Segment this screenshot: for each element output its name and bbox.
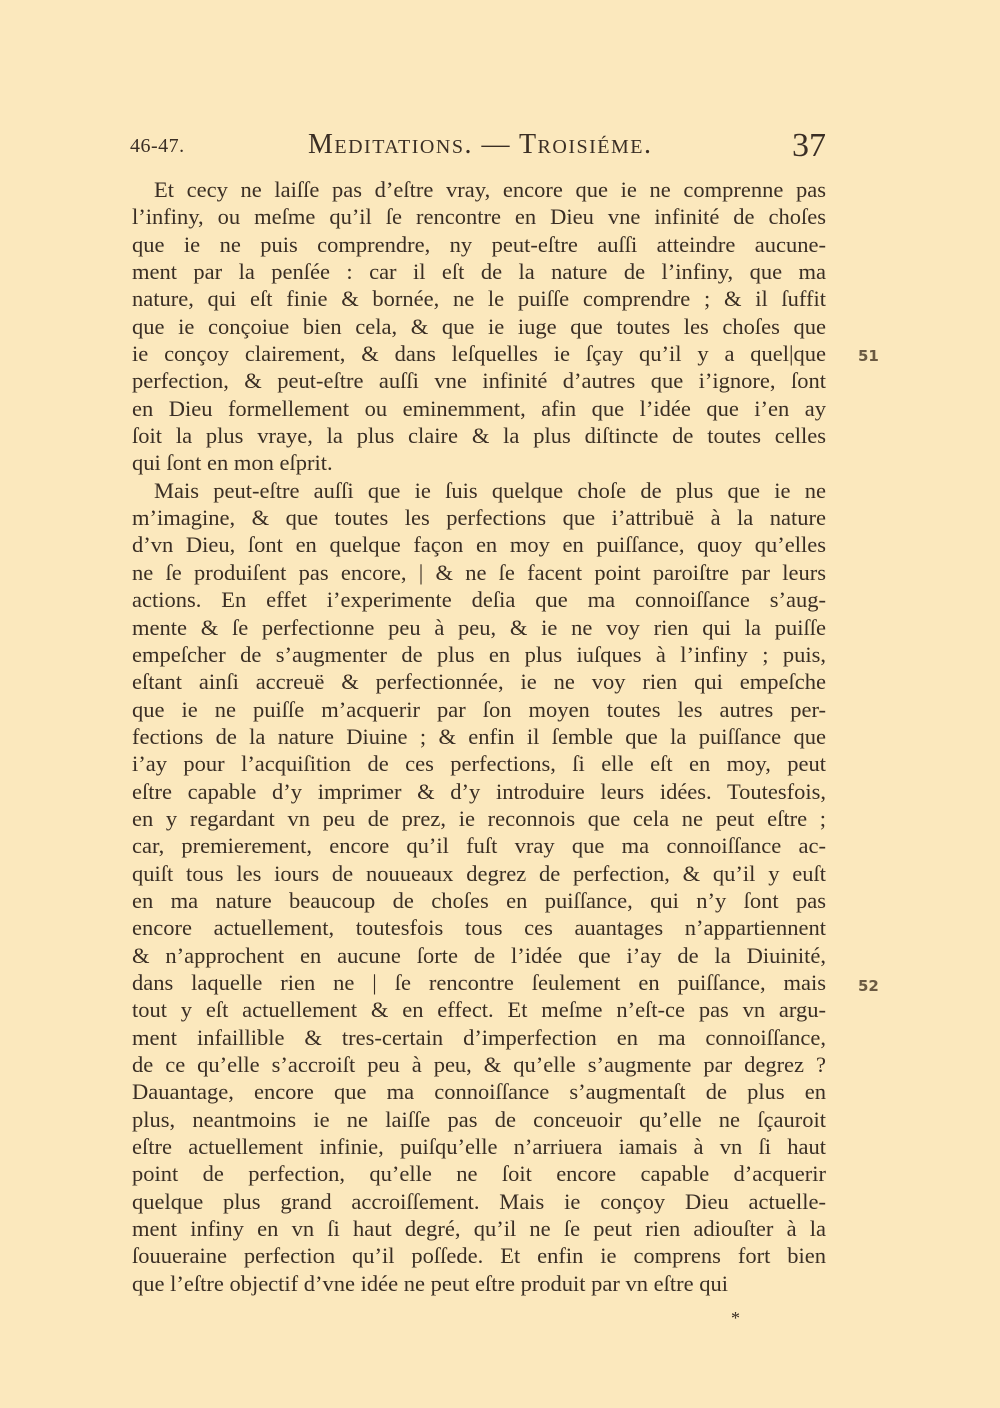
text-line: mente & ſe perfectionne peu à peu, & ie ne voy rien qui la puiſſe	[132, 614, 826, 640]
margin-note: 52	[858, 977, 879, 995]
text-line: tout y eſt actuellement & en effect. Et meſme n’eſt-ce pas vn argu-	[132, 997, 826, 1023]
text-line: eſtre capable d’y imprimer & d’y introduire leurs idées. Toutesfois,	[132, 778, 826, 804]
text-line: qui ſont en mon eſprit.	[132, 450, 333, 476]
text-line: perfection, & peut-eſtre auſſi vne infinité d’autres que i’ignore, ſont	[132, 368, 826, 394]
text-line: que ie conçoiue bien cela, & que ie iuge que toutes les choſes que	[132, 313, 826, 339]
text-line: nature, qui eſt finie & bornée, ne le puiſſe comprendre ; & il ſuffit	[132, 286, 826, 312]
text-line: & n’approchent en aucune ſorte de l’idée que i’ay de la Diuinité,	[132, 942, 826, 968]
text-line: que ie ne puis comprendre, ny peut-eſtre auſſi atteindre aucune-	[132, 231, 826, 257]
text-line: que l’eſtre objectif d’vne idée ne peut eſtre produit par vn eſtre qui	[132, 1270, 729, 1296]
text-line: ne ſe produiſent pas encore, | & ne ſe facent point paroiſtre par leurs	[132, 559, 826, 585]
text-line: ment infiny en vn ſi haut degré, qu’il ne ſe peut rien adiouſter à la	[132, 1216, 826, 1242]
text-line: d’vn Dieu, ſont en quelque façon en moy en puiſſance, quoy qu’elles	[132, 532, 826, 558]
text-line: quiſt tous les iours de nouueaux degrez de perfection, & qu’il y euſt	[132, 860, 826, 886]
page-number: 37	[792, 127, 826, 164]
text-line: en Dieu formellement ou eminemment, afin que l’idée que i’en ay	[132, 395, 826, 421]
section-reference: 46-47.	[130, 135, 185, 157]
text-line: en ma nature beaucoup de choſes en puiſſance, qui n’y ſont pas	[132, 887, 826, 913]
text-line: ie conçoy clairement, & dans leſquelles ie ſçay qu’il y a quel|que	[132, 341, 826, 367]
body-text	[132, 176, 826, 1297]
margin-note: 51	[858, 347, 879, 365]
text-line: empeſcher de s’augmenter de plus en plus iuſques à l’infiny ; puis,	[132, 641, 826, 667]
text-line: eſtant ainſi accreuë & perfectionnée, ie ne voy rien qui empeſche	[132, 669, 826, 695]
text-line: que ie ne puiſſe m’acquerir par ſon moyen toutes les autres per-	[132, 696, 826, 722]
text-line: fections de la nature Diuine ; & enfin il ſemble que la puiſſance que	[132, 723, 826, 749]
text-line: ſoit la plus vraye, la plus claire & la plus diſtincte de toutes celles	[132, 423, 826, 449]
text-line: actions. En effet i’experimente deſia que ma connoiſſance s’aug-	[132, 587, 826, 613]
text-line: point de perfection, qu’elle ne ſoit encore capable d’acquerir	[132, 1161, 826, 1187]
text-line: Dauantage, encore que ma connoiſſance s’augmentaſt de plus en	[132, 1079, 826, 1105]
running-header	[130, 125, 830, 170]
text-line: l’infiny, ou meſme qu’il ſe rencontre en Dieu vne infinité de choſes	[132, 204, 826, 230]
text-line: plus, neantmoins ie ne laiſſe pas de conceuoir qu’elle ne ſçauroit	[132, 1106, 826, 1132]
text-line: Mais peut-eſtre auſſi que ie ſuis quelque choſe de plus que ie ne	[154, 477, 826, 503]
text-line: dans laquelle rien ne | ſe rencontre ſeulement en puiſſance, mais	[132, 969, 826, 995]
text-line: car, premierement, encore qu’il fuſt vray que ma connoiſſance ac-	[132, 833, 826, 859]
text-line: eſtre actuellement infinie, puiſqu’elle n’arriuera iamais à vn ſi haut	[132, 1134, 826, 1160]
text-line: de ce qu’elle s’accroiſt peu à peu, & qu’elle s’augmente par degrez ?	[132, 1052, 826, 1077]
text-line: ſouueraine perfection qu’il poſſede. Et enfin ie comprens fort bien	[132, 1243, 826, 1269]
text-line: en y regardant vn peu de prez, ie reconnois que cela ne peut eſtre ;	[132, 805, 826, 831]
text-line: ment par la penſée : car il eſt de la nature de l’infiny, que ma	[132, 259, 826, 285]
text-line: ment infaillible & tres-certain d’imperfection en ma connoiſſance,	[132, 1024, 826, 1050]
text-line: i’ay pour l’acquiſition de ces perfections, ſi elle eſt en moy, peut	[132, 751, 826, 777]
text-line: quelque plus grand accroiſſement. Mais ie conçoy Dieu actuelle-	[132, 1188, 826, 1214]
text-line: encore actuellement, toutesfois tous ces auantages n’appartiennent	[132, 915, 826, 941]
signature-mark: *	[731, 1308, 740, 1328]
text-line: Et cecy ne laiſſe pas d’eſtre vray, encore que ie ne comprenne pas	[154, 177, 826, 202]
page-title: Meditations. — Troisiéme.	[308, 129, 653, 160]
text-line: m’imagine, & que toutes les perfections que i’attribuë à la nature	[132, 505, 826, 531]
